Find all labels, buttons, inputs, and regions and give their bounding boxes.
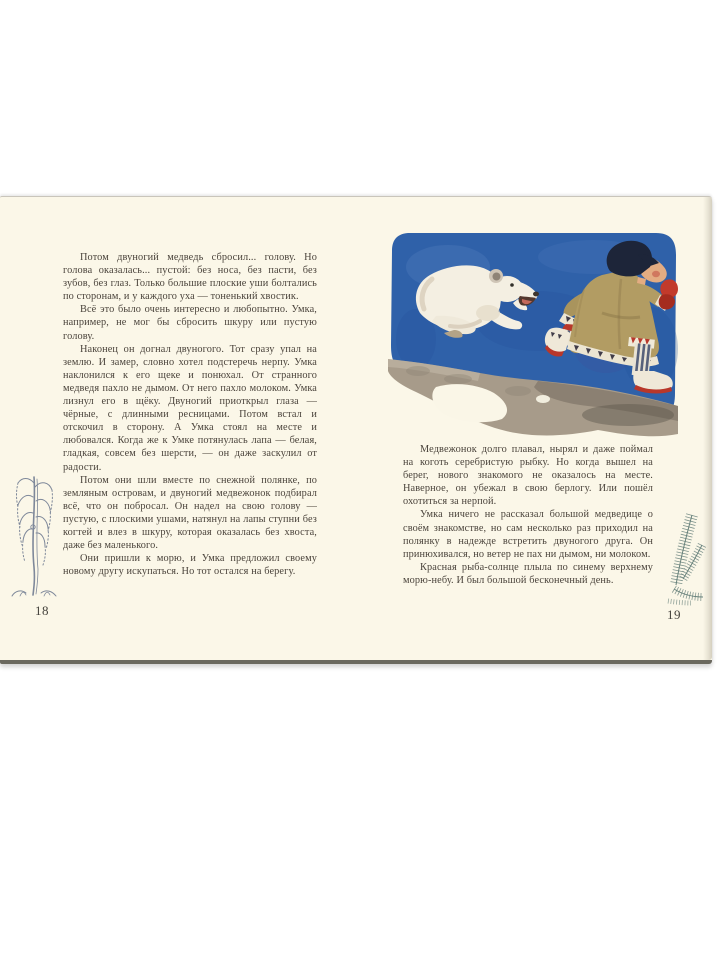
birch-tree-icon <box>8 465 60 601</box>
illustration-canvas <box>388 229 678 441</box>
paragraph: Красная рыба-солнце плыла по синему верхнему морю-небу. И был большой бесконечный день. <box>403 561 653 586</box>
story-illustration <box>388 229 678 441</box>
fern-sketch <box>662 511 706 607</box>
paragraph: Наконец он догнал двуногого. Тот сразу упал на землю. И замер, словно хотел подстеречь нерпу. Умка наклонился к его щеке и понюхал. От странного медведя пахло не дымом. От него пахло молоком. Умка лизнул его в щёку. Двуногий приоткрыл глаза — чёрные, с длинными ресницами. Потом встал и отскочил в сторону. А Умка стоял на месте и любовался. Когда же к Умке потянулась лапа — белая, гладкая, совсем без шерсти, — он даже заскулил от радости. <box>63 343 317 473</box>
right-page-text <box>403 443 653 587</box>
paragraph: Медвежонок долго плавал, нырял и даже поймал на коготь серебристую рыбку. Но когда вышел на берег, нового знакомого не оказалось на месте. Наверное, он убежал в свою берлогу. Или пошёл охотиться за нерпой. <box>403 444 653 508</box>
page-number-right: 19 <box>667 607 681 622</box>
page-edge <box>703 197 712 660</box>
left-page-text <box>63 251 317 578</box>
paragraph: Умка ничего не рассказал большой медведице о своём знакомстве, но сам несколько раз приходил на полянку в надежде встретить двуногого друга. Он принюхивался, но ветер не пах ни дымом, ни молоком. <box>403 509 653 560</box>
paragraph: Они пришли к морю, и Умка предложил своему новому другу искупаться. Но тот остался на берегу. <box>63 553 317 578</box>
book-spread <box>0 196 712 664</box>
birch-tree-sketch <box>8 465 60 601</box>
fern-icon <box>662 511 706 607</box>
page-number-left: 18 <box>35 603 49 618</box>
paragraph: Всё это было очень интересно и любопытно. Умка, например, не мог бы сбросить шкуру или пустую голову. <box>63 304 317 342</box>
paragraph: Потом двуногий медведь сбросил... голову. Но голова оказалась... пустой: без носа, без пасти, без зубов, без глаз. Только большие плоские уши болтались по сторонам, и у каждого уха — тоненький хвостик. <box>63 252 317 303</box>
paragraph: Потом они шли вместе по снежной полянке, по земляным островам, и двуногий медвежонок подбирал всё, что он побросал. Он надел на свою голову — пустую, с плоскими ушами, натянул на лапы ступни без когтей и влез в шкуру, которая оказалась без хвоста, даже без маленького. <box>63 474 317 552</box>
